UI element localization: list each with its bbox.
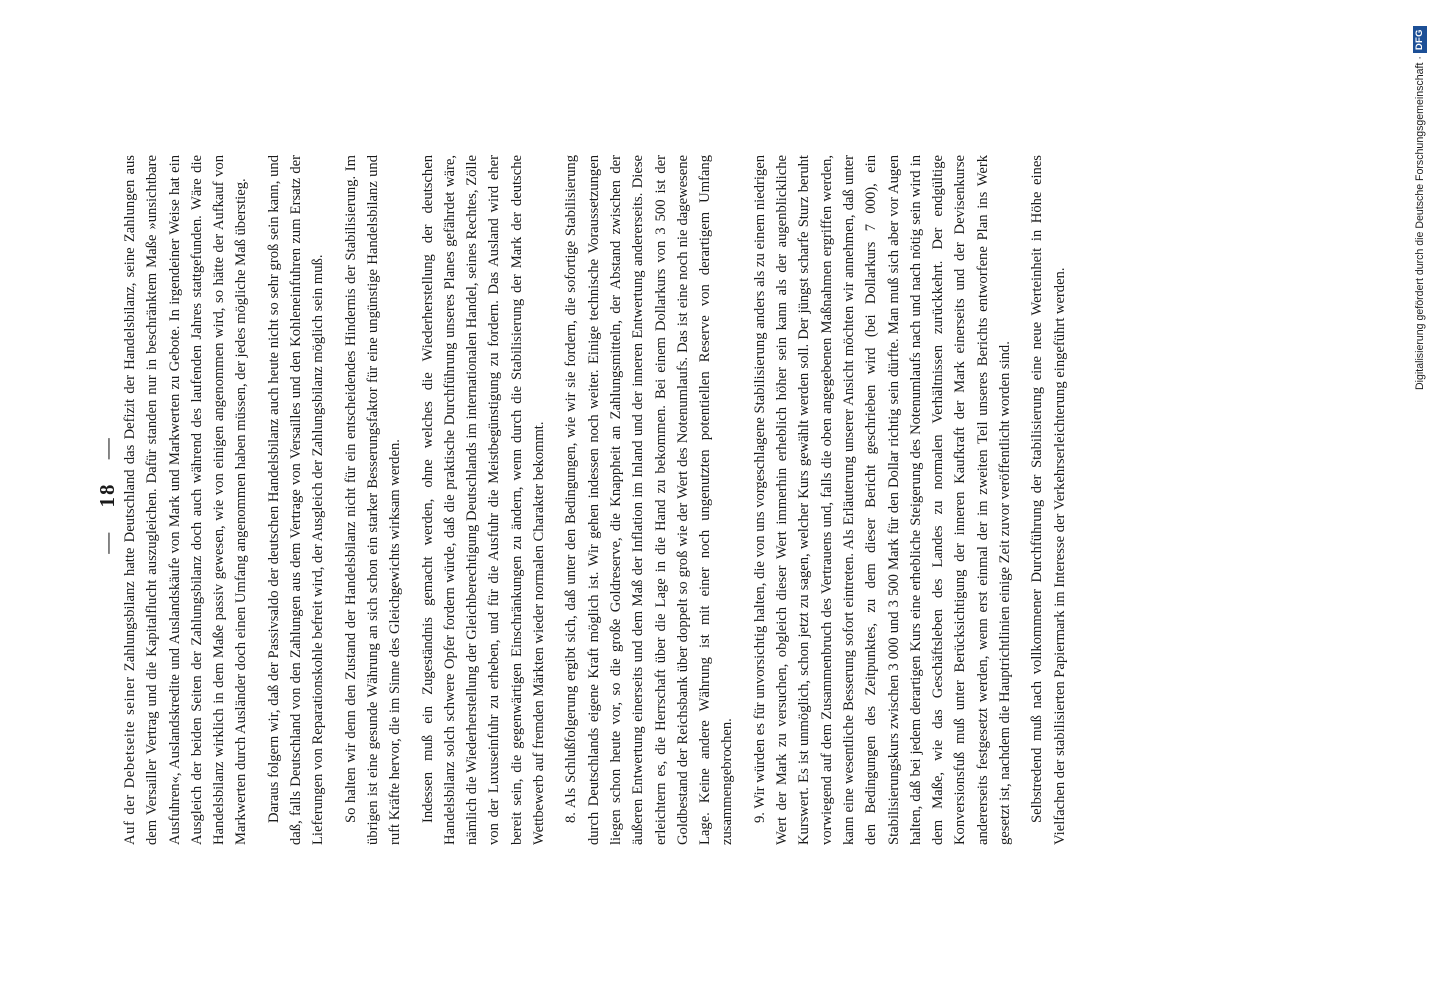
- paragraph-section-8: 8. Als Schlußfolgerung ergibt sich, daß unter den Bedingungen, wie wir sie fordern, die sofortige Stabilisierung durch Deutschlands eigene Kraft möglich ist. Wir gehen indessen noch weiter. Einige technische Voraussetzungen liegen schon heute vor, so die große Goldreserve, die Knappheit an Zahlungsmitteln, der Abstand zwischen der äußeren Entwertung einerseits und dem Maß der Inflation im Inland und der inneren Entwertung andererseits. Diese erleichtern es, die Herrschaft über die Lage in die Hand zu bekommen. Bei einem Dollarkurs von 3 500 ist der Goldbestand der Reichsbank über doppelt so groß wie der Wert des Notenumlaufs. Das ist eine noch nie dagewesene Lage. Keine andere Währung ist mit einer noch ungenutzten potentiellen Reserve von derartigem Umfang zusammengebrochen.: [563, 155, 736, 845]
- paragraph-new-unit: Selbstredend muß nach vollkommener Durchführung der Stabilisierung eine neue Werteinheit in Höhe eines Vielfachen der stabilisierten Papiermark im Interesse der Verkehrserleichterung eingeführt werden.: [1029, 155, 1068, 845]
- funding-note: [1410, 8, 1430, 390]
- dfg-logo: DFG: [1413, 26, 1427, 53]
- body-text: [119, 155, 1071, 845]
- paragraph-section-9: 9. Wir würden es für unvorsichtig halten, die von uns vorgeschlagene Stabilisierung anders als zu einem niedrigen Wert der Mark zu versuchen, obgleich dieser Wert immerhin erheblich höher sein kann als der augenblickliche Kurswert. Es ist unmöglich, schon jetzt zu sagen, welcher Kurs gewählt werden soll. Der jüngst scharfe Sturz beruht vorwiegend auf dem Zusammenbruch des Vertrauens und, falls die oben angegebenen Maßnahmen ergriffen werden, kann eine wesentliche Besserung sofort eintreten. Als Erläuterung unserer Ansicht möchten wir annehmen, daß unter den Bedingungen des Zeitpunktes, zu dem dieser Bericht geschrieben wird (bei Dollarkurs 7 000), ein Stabilisierungskurs zwischen 3 000 und 3 500 Mark für den Dollar richtig sein dürfte. Man muß sich aber vor Augen halten, daß bei jedem derartigen Kurs eine erhebliche Steigerung des Notenumlaufs nach und nach nötig sein wird in dem Maße, wie das Geschäftsleben des Landes zu normalen Verhältnissen zurückkehrt. Der endgültige Konversionsfuß muß unter Berücksichtigung der inneren Kaufkraft der Mark einerseits und der Devisenkurse andererseits festgesetzt werden, wenn erst einmal der im zweiten Teil unseres Berichts entworfene Plan ins Werk gesetzt ist, nachdem die Hauptrichtlinien einige Zeit zuvor veröffentlicht worden sind.: [751, 155, 1013, 845]
- page-number-dash-right: —: [95, 436, 119, 460]
- page-number-line: [95, 135, 120, 855]
- paragraph-conclusion-passive-balance: Daraus folgern wir, daß der Passivsaldo der deutschen Handelsbilanz auch heute nicht so sehr groß sein kann, und daß, falls Deutschland von den Zahlungen aus dem Vertrage von Versailles und den Kohleneinfuhren zum Ersatz der Lieferungen von Reparationskohle befreit wird, der Ausgleich der Zahlungsbilanz möglich sein muß.: [265, 155, 327, 845]
- paragraph-lead: Auf der Debetseite seiner: [122, 676, 138, 845]
- funding-note-text-line: [1410, 8, 1430, 390]
- paragraph-text: Zahlungsbilanz hatte Deutschland das Defizit der Handelsbilanz, seine Zahlungen aus dem Versailler Vertrag und die Kapitalflucht auszugleichen. Dafür standen nur in beschränktem Maße »unsichtbare Ausfuhren«, Auslandskredite und Auslandskäufe von Mark und Markwerten zu Gebote. In irgendeiner Weise hat ein Ausgleich der beiden Seiten der Zahlungsbilanz doch auch während des laufenden Jahres stattgefunden. Wäre die Handelsbilanz wirklich in dem Maße passiv gewesen, wie von einigen angenommen wird, so hätte der Aufkauf von Markwerten durch Ausländer doch einen Umfang angenommen haben müssen, der jedes mögliche Maß überstieg.: [122, 155, 250, 845]
- funding-note-text: Digitalisierung gefördert durch die Deutsche Forschungsgemeinschaft ·: [1414, 56, 1426, 390]
- paragraph-concession: Indessen muß ein Zugeständnis gemacht werden, ohne welches die Wiederherstellung der deutschen Handelsbilanz solch schwere Opfer fordern würde, daß die praktische Durchführung unseres Planes gefährdet wäre, nämlich die Wiederherstellung der Gleichberechtigung Deutschlands im internationalen Handel, seines Rechtes, Zölle von der Luxuseinfuhr zu erheben, und für die Ausfuhr die Meistbegünstigung zu fordern. Das Ausland wird eher bereit sein, die gegenwärtigen Einschränkungen zu ändern, wenn durch die Stabilisierung der Mark der deutsche Wettbewerb auf fremden Märkten wieder normalen Charakter bekommt.: [419, 155, 548, 845]
- paragraph-trade-balance-obstacle: So halten wir denn den Zustand der Handelsbilanz nicht für ein entscheidendes Hindernis der Stabilisierung. Im übrigen ist eine gesunde Währung an sich schon ein starker Besserungsfaktor für eine ungünstige Handelsbilanz und ruft Kräfte hervor, die im Sinne des Gleichgewichts wirksam werden.: [342, 155, 404, 845]
- paragraph-debit-side: [119, 155, 253, 845]
- rotated-page-body: [95, 135, 1315, 855]
- page-number: 18: [95, 482, 119, 508]
- page-number-dash-left: —: [95, 530, 119, 554]
